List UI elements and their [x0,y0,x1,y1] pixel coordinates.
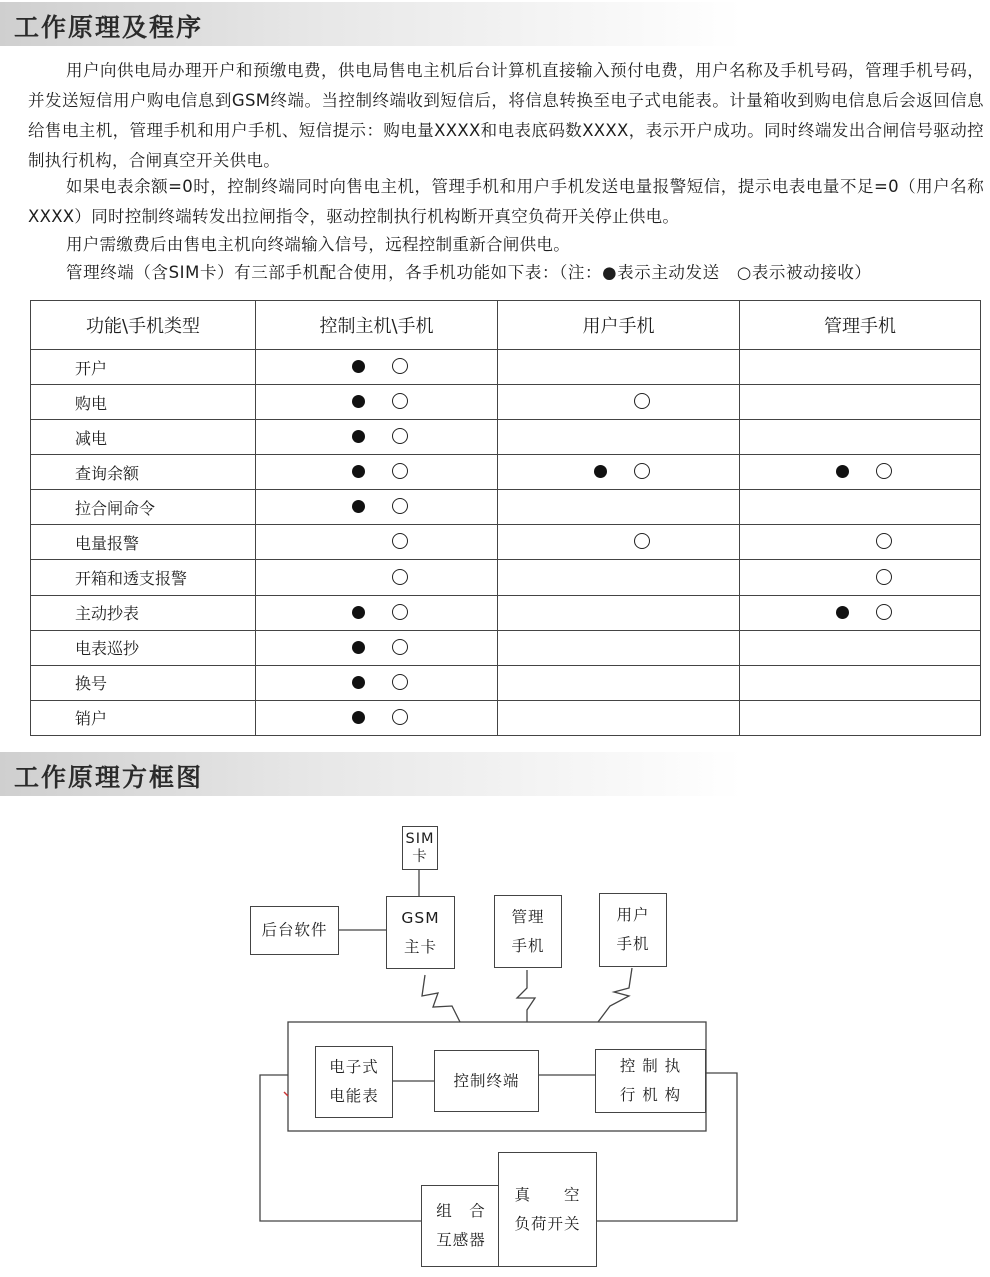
header-host: 控制主机\手机 [256,301,498,350]
switch-line2: 负荷开关 [514,1214,581,1233]
manager-phone-line2: 手机 [511,936,545,955]
section-title: 工作原理及程序 [14,13,204,42]
function-cell: 电量报警 [31,525,256,560]
manager-phone-box [494,895,562,968]
switch-line1: 真 空 [514,1185,581,1204]
function-cell: 查询余额 [31,455,256,490]
vacuum-load-switch-box [498,1152,597,1267]
header-manager: 管理手机 [740,301,981,350]
backend-software-box [250,906,339,955]
paragraph-alarm: 如果电表余额=0时，控制终端同时向售电主机，管理手机和用户手机发送电量报警短信，提示电表电量不足=0（用户名称XXXX）同时控制终端转发出拉闸指令，驱动控制执行机构断开真空负荷开关停止供电。 [28,177,984,226]
function-cell: 销户 [31,700,256,735]
sim-card-box [402,826,438,870]
user-signal-link [598,968,632,1022]
meter-line1: 电子式 [329,1058,379,1076]
function-cell: 减电 [31,420,256,455]
terminal-label: 控制终端 [453,1071,520,1090]
actuator-box [595,1049,706,1113]
sim-card-line2: 卡 [412,849,428,865]
section-title: 工作原理方框图 [14,763,204,792]
function-cell: 开箱和透支报警 [31,560,256,595]
paragraph-reclose: 用户需缴费后由售电主机向终端输入信号，远程控制重新合闸供电。 [66,235,570,254]
actuator-line2: 行 机 构 [619,1086,682,1104]
combined-transformer-box [421,1185,501,1267]
gsm-main-card-box [386,896,455,969]
user-phone-line1: 用户 [616,906,650,924]
transformer-line1: 组 合 [436,1202,486,1220]
function-cell: 主动抄表 [31,595,256,630]
manager-phone-line1: 管理 [511,907,545,926]
user-phone-box [599,893,667,967]
function-cell: 购电 [31,385,256,420]
function-cell: 电表巡抄 [31,630,256,665]
transformer-line2: 互感器 [436,1231,486,1249]
meter-line2: 电能表 [329,1087,379,1105]
manager-signal-link [517,970,535,1022]
sim-card-line1: SIM [405,831,435,847]
paragraph-table-note: 管理终端（含SIM卡）有三部手机配合使用，各手机功能如下表：（注：●表示主动发送 ○表示被动接收） [66,263,872,282]
header-user: 用户手机 [498,301,740,350]
gsm-signal-link [422,975,460,1022]
actuator-line1: 控 制 执 [619,1057,682,1075]
function-cell: 开户 [31,350,256,385]
paragraph-intro: 用户向供电局办理开户和预缴电费，供电局售电主机后台计算机直接输入预付电费，用户名称及手机号码，管理手机号码，并发送短信用户购电信息到GSM终端。当控制终端收到短信后，将信息转换至电子式电能表。计量箱收到购电信息后会返回信息给售电主机，管理手机和用户手机、短信提示：购电量XXXX和电表底码数XXXX，表示开户成功。同时终端发出合闸信号驱动控制执行机构，合闸真空开关供电。 [28,61,984,170]
user-phone-line2: 手机 [616,935,650,953]
control-terminal-box [434,1050,539,1112]
header-function: 功能\手机类型 [31,301,256,350]
function-cell: 拉合闸命令 [31,490,256,525]
function-cell: 换号 [31,665,256,700]
gsm-line1: GSM [401,908,440,927]
backend-software-label: 后台软件 [261,921,328,939]
electronic-meter-box [315,1046,393,1118]
gsm-line2: 主卡 [403,937,437,956]
